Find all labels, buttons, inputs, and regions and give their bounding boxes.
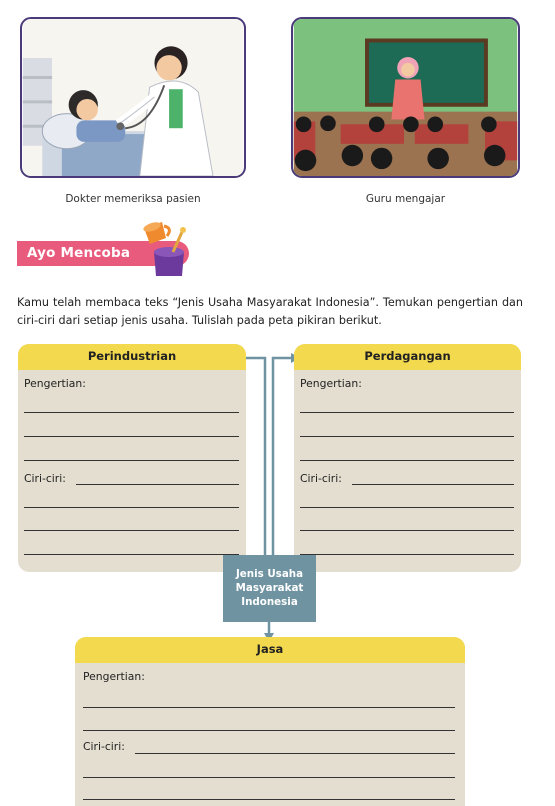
writing-line [300,530,514,531]
writing-line [83,730,455,731]
writing-line [24,460,239,461]
box-perdagangan [294,344,521,572]
instruction-text: Kamu telah membaca teks “Jenis Usaha Masyarakat Indonesia”. Temukan pengertian dan ciri-ciri dari setiap jenis usaha. Tulislah pada peta pikiran berikut. [17,296,523,327]
writing-line [300,436,514,437]
caption-teacher: Guru mengajar [365,193,446,205]
writing-line [83,777,455,778]
writing-line [76,484,239,485]
label-pengertian: Pengertian: [300,377,362,390]
writing-line [24,436,239,437]
writing-line [300,507,514,508]
label-ciri: Ciri-ciri: [83,740,125,753]
caption-doctor: Dokter memeriksa pasien [65,193,201,205]
writing-line [135,753,455,754]
writing-line [300,412,514,413]
box-title: Perindustrian [18,344,246,370]
label-pengertian: Pengertian: [24,377,86,390]
writing-line [83,799,455,800]
label-ciri: Ciri-ciri: [300,472,342,485]
writing-line [24,412,239,413]
writing-line [24,554,239,555]
box-perindustrian [18,344,246,572]
teacher-illustration [291,17,520,178]
box-jasa [75,637,465,806]
box-title: Jasa [75,637,465,663]
writing-line [300,554,514,555]
writing-line [83,707,455,708]
center-node: Jenis Usaha Masyarakat Indonesia [223,555,316,622]
box-title: Perdagangan [294,344,521,370]
paint-cup-icon [140,218,196,280]
writing-line [300,460,514,461]
writing-line [352,484,514,485]
writing-line [24,530,239,531]
writing-line [24,507,239,508]
label-ciri: Ciri-ciri: [24,472,66,485]
label-pengertian: Pengertian: [83,670,145,683]
doctor-illustration [20,17,246,178]
section-banner: Ayo Mencoba [17,241,189,266]
